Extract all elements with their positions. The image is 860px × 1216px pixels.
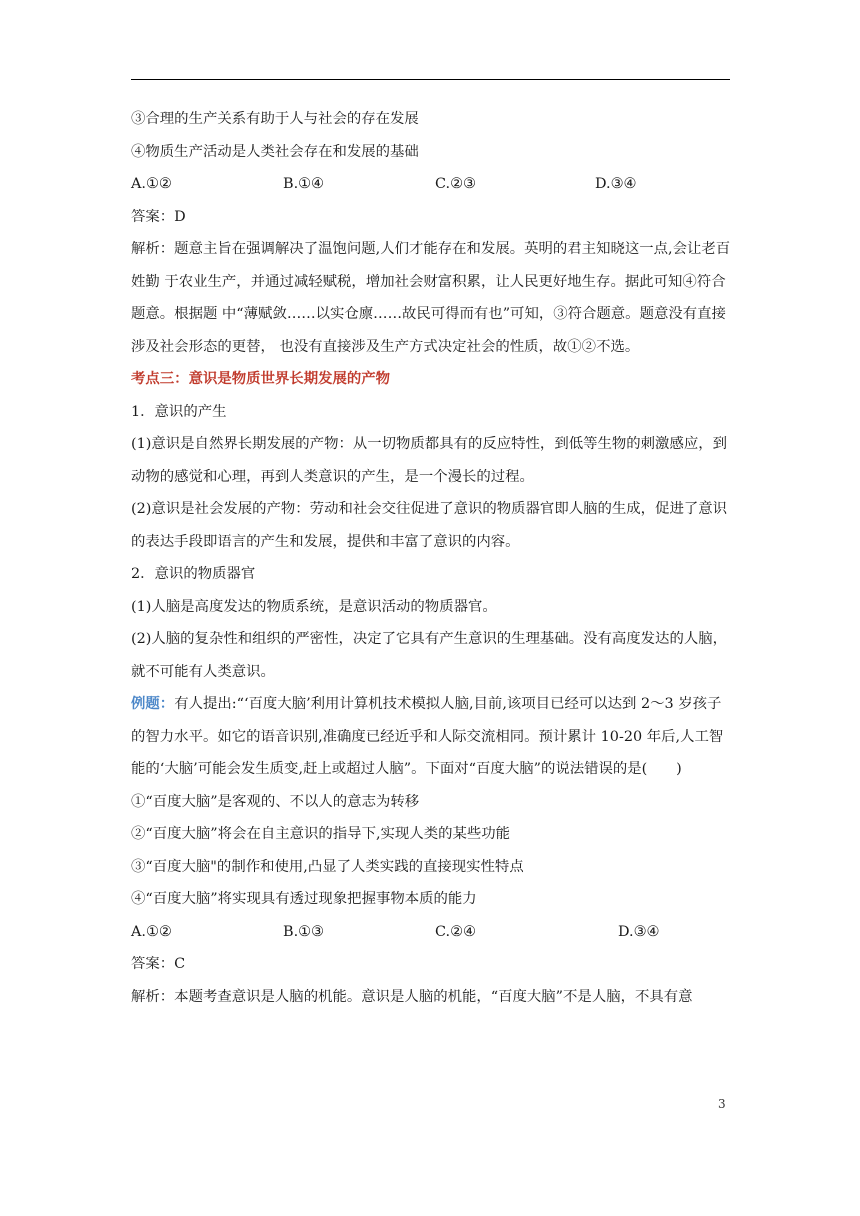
answer-choices-2 [131,916,731,949]
document-body [131,103,731,1013]
paragraph-1-2: (2)意识是社会发展的产物：劳动和社会交往促进了意识的物质器官即人脑的生成，促进了意识的表达手段即语言的产生和发展，提供和丰富了意识的内容。 [131,501,728,550]
example-item-1: ①“百度大脑”是客观的、不以人的意志为转移 [131,793,420,810]
example-item-4: ④“百度大脑”将实现具有透过现象把握事物本质的能力 [131,891,477,907]
answer-choices-1 [131,168,731,201]
section-heading: 考点三：意识是物质世界长期发展的产物 [131,370,391,387]
paragraph-2-2: (2)人脑的复杂性和组织的严密性，决定了它具有产生意识的生理基础。没有高度发达的人脑，就不可能有人类意识。 [131,631,728,680]
example-label: 例题： [131,695,175,712]
choice-d: D.③④ [618,923,660,940]
choice-c: C.②④ [435,923,476,940]
example-item-2: ②“百度大脑”将会在自主意识的指导下,实现人类的某些功能 [131,826,511,842]
choice-d: D.③④ [595,176,637,192]
option-item-4: ④物质生产活动是人类社会存在和发展的基础 [131,143,419,160]
page-number: 3 [718,1097,726,1111]
choice-c: C.②③ [435,176,476,192]
analysis-2: 解析：本题考查意识是人脑的机能。意识是人脑的机能，“百度大脑”不是人脑，不具有意 [131,988,693,1005]
answer-1: 答案：D [131,208,186,225]
paragraph-2-1: (1)人脑是高度发达的物质系统，是意识活动的物质器官。 [131,598,497,615]
subheading-2: 2．意识的物质器官 [131,566,256,582]
choice-a: A.①② [131,176,172,192]
example-item-3: ③“百度大脑"的制作和使用,凸显了人类实践的直接现实性特点 [131,858,524,875]
analysis-1: 解析：题意主旨在强调解决了温饱问题,人们才能存在和发展。英明的君主知晓这一点,会让老百姓勤 于农业生产，并通过减轻赋税，增加社会财富积累，让人民更好地生存。据此可知④符合题意。根据题 中“薄赋敛……以实仓廪……故民可得而有也”可知，③符合题意。题意没有直接涉及社会形态的更替， 也没有直接涉及生产方式决定社会的性质，故①②不选。 [131,241,731,355]
choice-b: B.①④ [283,176,324,192]
answer-2: 答案：C [131,956,186,972]
example-text: 有人提出:“‘百度大脑’利用计算机技术模拟人脑,目前,该项目已经可以达到 2～3 岁孩子的智力水平。如它的语音识别,准确度已经近乎和人际交流相同。预计累计 10-20 年后,人工智能的‘大脑’可能会发生质变,赶上或超过人脑”。下面对“百度大脑”的说法错误的是( ) [131,696,724,777]
subheading-1: 1．意识的产生 [131,403,227,420]
example-question [131,688,731,786]
paragraph-1-1: (1)意识是自然界长期发展的产物：从一切物质都具有的反应特性，到低等生物的刺激感应，到动物的感觉和心理，再到人类意识的产生，是一个漫长的过程。 [131,436,728,485]
option-item-3: ③合理的生产关系有助于人与社会的存在发展 [131,111,419,127]
header-rule [131,79,730,80]
choice-b: B.①③ [283,923,324,940]
choice-a: A.①② [131,923,172,940]
